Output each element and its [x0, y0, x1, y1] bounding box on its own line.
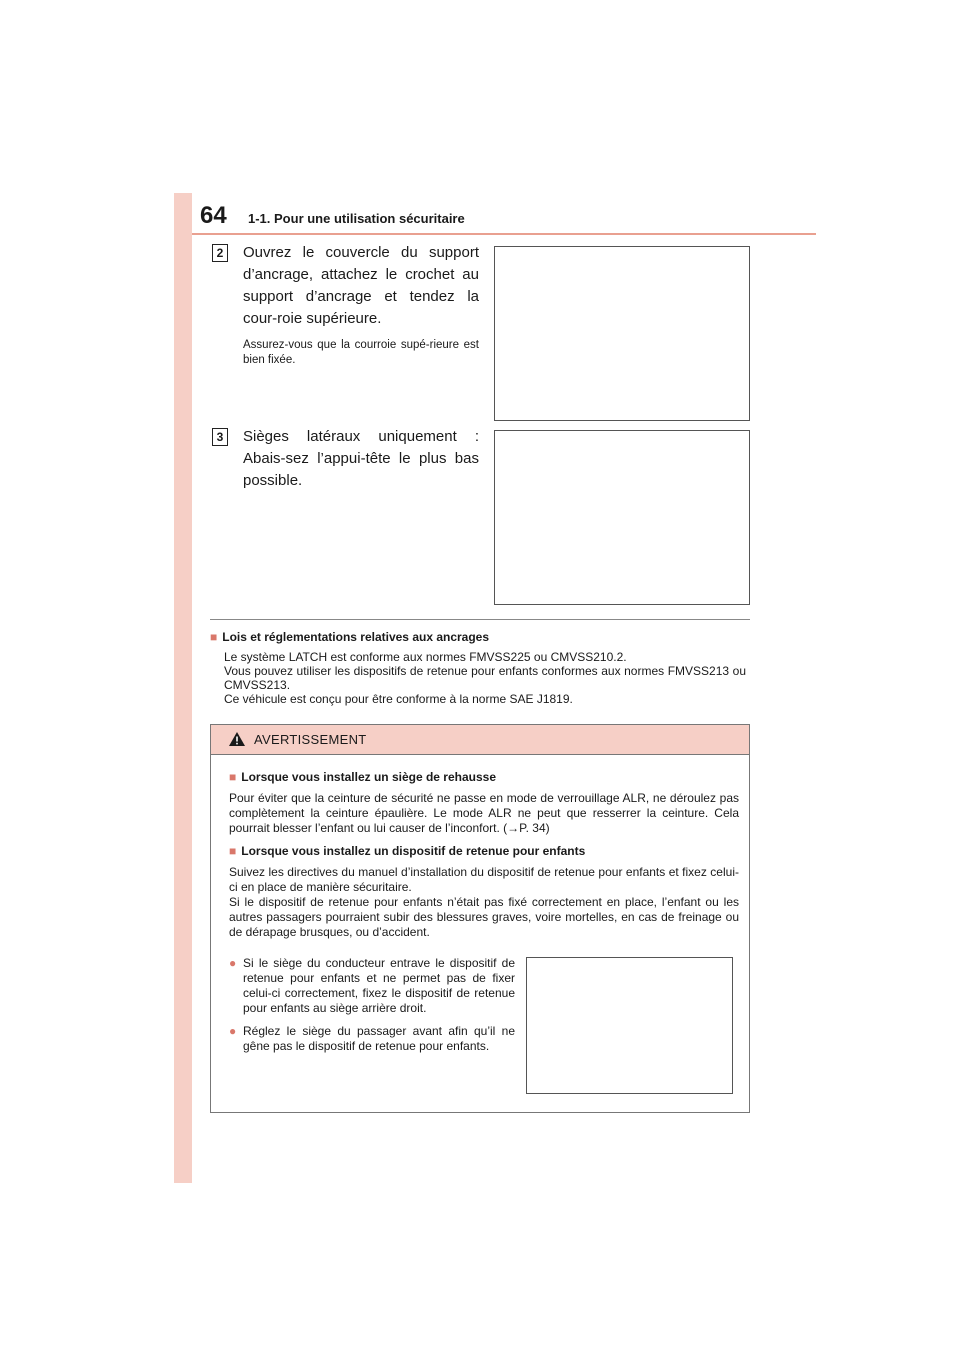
section-title: 1-1. Pour une utilisation sécuritaire — [248, 211, 465, 226]
warning-bullet-item — [229, 1024, 515, 1054]
side-color-band — [174, 193, 192, 1183]
warning-section-heading — [229, 844, 585, 858]
info-heading-text: Lois et réglementations relatives aux ancrages — [222, 630, 490, 644]
step-2-illustration — [494, 246, 750, 421]
step-number-2: 2 — [212, 244, 228, 262]
warning-illustration — [526, 957, 733, 1094]
warning-bullet-text: Si le siège du conducteur entrave le dispositif de retenue pour enfants et ne permet pas de fixer celui-ci correctement, fixez le dispositif de retenue pour enfants au siège arrière droit. — [243, 956, 515, 1015]
square-bullet-icon: ■ — [210, 630, 218, 644]
warning-section-body — [229, 865, 739, 940]
warning-header — [211, 725, 749, 755]
warning-box — [210, 724, 750, 1113]
round-bullet-icon: ● — [229, 956, 237, 970]
info-body — [224, 650, 746, 706]
warning-section-body — [229, 791, 739, 836]
warning-paragraph: Pour éviter que la ceinture de sécurité ne passe en mode de verrouillage ALR, ne déroulez pas complètement la ceinture épaulière. Le mode ALR ne peut que resserrer la ceinture. Cela pourrait blesser l’enfant ou lui causer de l’inconfort. (→P. 34) — [229, 791, 739, 835]
warning-triangle-icon — [228, 731, 246, 747]
section-divider — [210, 619, 750, 620]
warning-title: AVERTISSEMENT — [254, 732, 367, 747]
round-bullet-icon: ● — [229, 1024, 237, 1038]
warning-paragraph: Si le dispositif de retenue pour enfants n’était pas fixé correctement en place, l’enfant ou les autres passagers pourraient subir des blessures graves, voire mortelles, en cas de freinage ou de dérapage brusques, ou d’accident. — [229, 895, 739, 939]
header-rule — [192, 233, 816, 235]
square-bullet-icon: ■ — [229, 844, 237, 858]
warning-section-heading — [229, 770, 496, 784]
step-number-3: 3 — [212, 428, 228, 446]
warning-heading-text: Lorsque vous installez un dispositif de retenue pour enfants — [241, 844, 586, 858]
info-line: Ce véhicule est conçu pour être conforme à la norme SAE J1819. — [224, 692, 573, 706]
square-bullet-icon: ■ — [229, 770, 237, 784]
step-3-illustration — [494, 430, 750, 605]
info-heading — [210, 630, 489, 644]
page-number: 64 — [200, 202, 227, 229]
step-2-note: Assurez-vous que la courroie supé-rieure est bien fixée. — [243, 339, 479, 366]
step-2-text: Ouvrez le couvercle du support d’ancrage, attachez le crochet au support d’ancrage et tendez la cour-roie supérieure. — [243, 244, 479, 327]
warning-paragraph: Suivez les directives du manuel d’installation du dispositif de retenue pour enfants et fixez celui-ci en place de manière sécuritaire. — [229, 865, 739, 894]
warning-bullet-text: Réglez le siège du passager avant afin qu’il ne gêne pas le dispositif de retenue pour enfants. — [243, 1024, 515, 1053]
warning-bullet-item — [229, 956, 515, 1016]
warning-heading-text: Lorsque vous installez un siège de rehausse — [241, 770, 496, 784]
info-line: Vous pouvez utiliser les dispositifs de retenue pour enfants conformes aux normes FMVSS213 ou CMVSS213. — [224, 664, 746, 692]
step-3-text: Sièges latéraux uniquement : Abais-sez l’appui-tête le plus bas possible. — [243, 428, 479, 489]
info-line: Le système LATCH est conforme aux normes FMVSS225 ou CMVSS210.2. — [224, 650, 627, 664]
